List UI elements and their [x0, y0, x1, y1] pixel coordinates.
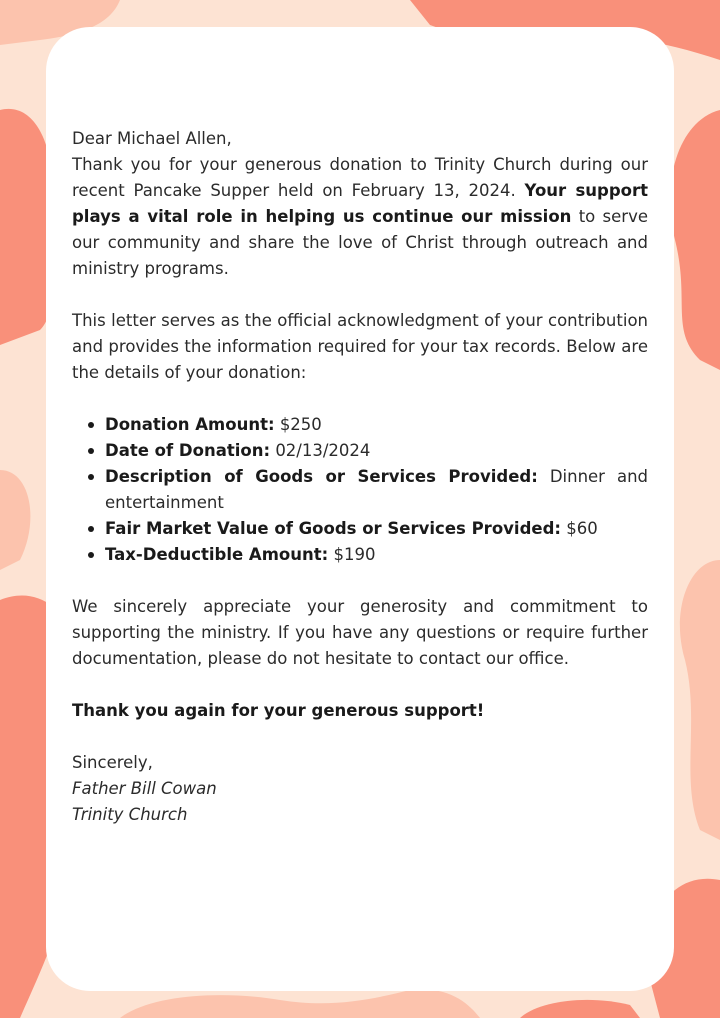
detail-donation-date [105, 438, 648, 464]
detail-label: Tax-Deductible Amount: [105, 545, 329, 564]
detail-value: $250 [279, 415, 322, 434]
acknowledgment-paragraph: This letter serves as the official acknowledgment of your contribution and provides the information required for your tax records. Below are the details of your donation: [72, 311, 648, 382]
detail-label: Description of Goods or Services Provided: [105, 467, 538, 486]
detail-label: Date of Donation: [105, 441, 271, 460]
detail-value: 02/13/2024 [275, 441, 371, 460]
greeting: Dear Michael Allen, [72, 129, 232, 148]
signoff: Sincerely, [72, 753, 153, 772]
signer-name: Father Bill Cowan [72, 779, 217, 798]
intro-text-b: to serve our community and share the love of Christ through outreach and ministry programs. [72, 207, 648, 278]
detail-label: Donation Amount: [105, 415, 275, 434]
thank-you-line: Thank you again for your generous support! [72, 701, 485, 720]
intro-text-a: Thank you for your generous donation to Trinity Church during our recent Pancake Supper held on February 13, 2024. [72, 155, 648, 200]
detail-donation-amount [105, 412, 648, 438]
donation-details-list [72, 412, 648, 568]
detail-goods-description [105, 464, 648, 516]
appreciation-paragraph: We sincerely appreciate your generosity and commitment to supporting the ministry. If you have any questions or require further documentation, please do not hesitate to contact our office. [72, 597, 648, 668]
detail-value: $60 [566, 519, 598, 538]
donation-letter [72, 126, 648, 828]
detail-tax-deductible [105, 542, 648, 568]
signer-organization: Trinity Church [72, 805, 188, 824]
intro-bold-text: Your support plays a vital role in helping us continue our mission [72, 181, 648, 226]
detail-value: Dinner and entertainment [105, 467, 649, 512]
detail-fair-market-value [105, 516, 648, 542]
intro-paragraph [72, 152, 648, 282]
detail-value: $190 [333, 545, 376, 564]
detail-label: Fair Market Value of Goods or Services Provided: [105, 519, 561, 538]
